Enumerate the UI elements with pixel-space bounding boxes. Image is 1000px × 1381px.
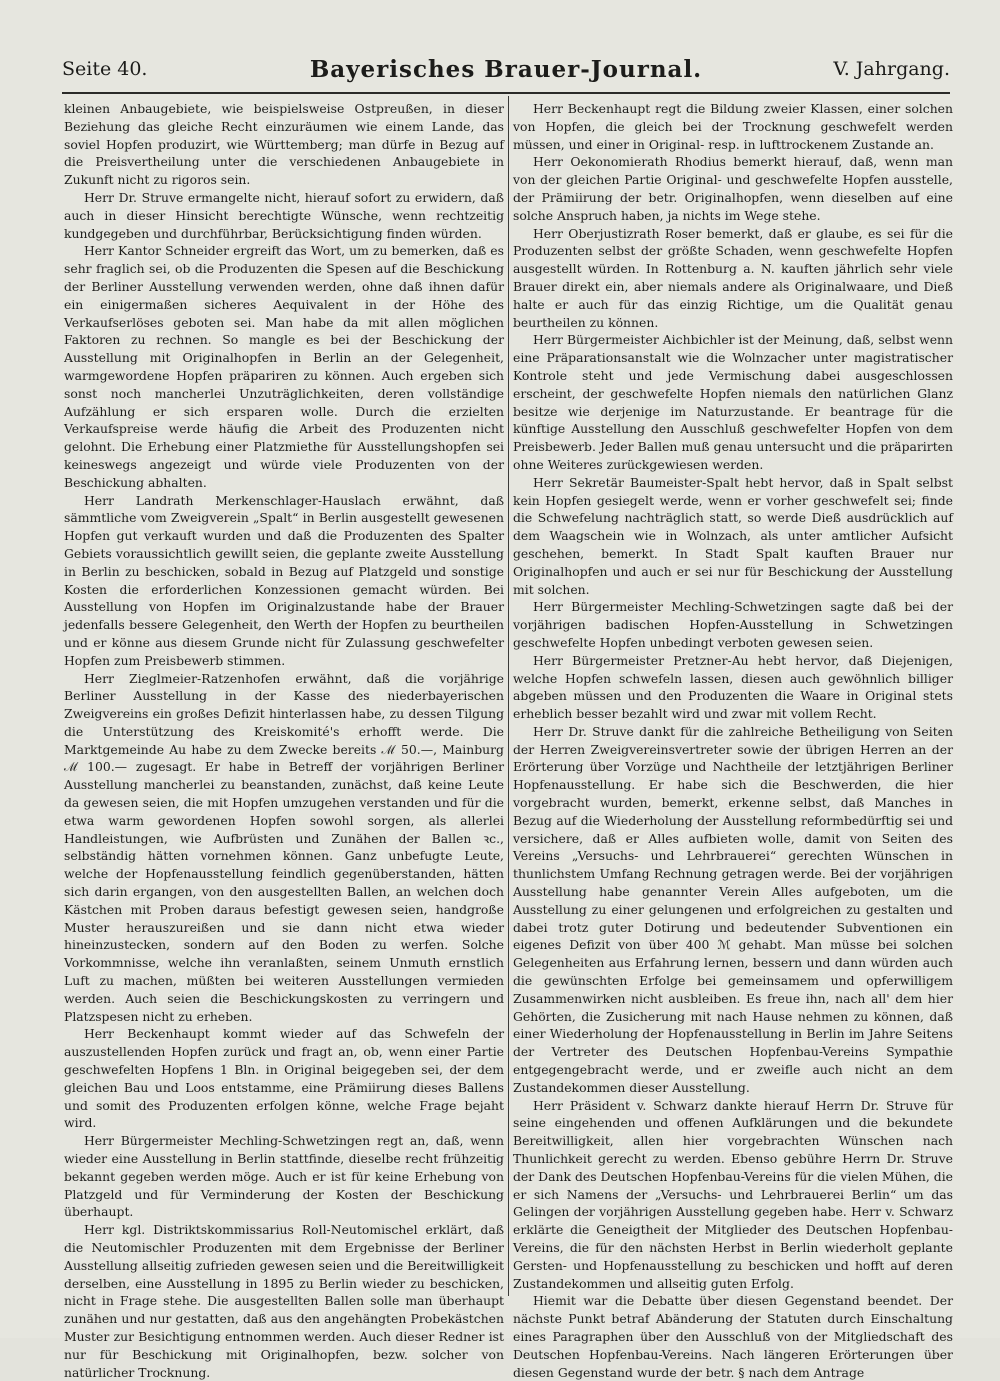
article-paragraph: Herr Dr. Struve dankt für die zahlreiche Betheiligung von Seiten der Herren Zweigvereinsvertreter sowie der übrigen Herren an der Erörterung über Vorzüge und Nachtheile der letztjährigen Berliner Hopfenausstellung. Er habe sich die Beschwerden, die hier vorgebracht wurden, bemerkt, erkenne selbst, daß Manches in Bezug auf die Wiederholung der Ausstellung reformbedürftig sei und versichere, daß er Alles aufbieten wolle, damit von Seiten des Vereins „Versuchs- und Lehrbrauerei“ gerechten Wünschen in thunlichstem Umfang Rechnung getragen werde. Bei der vorjährigen Ausstellung habe genannter Verein Alles aufgeboten, um die Ausstellung zu einer gelungenen und erfolgreichen zu gestalten und dabei trotz guter Dotirung und bedeutender Subventionen ein eigenes Defizit von über 400 ℳ gehabt. Man müsse bei solchen Gelegenheiten aus Erfahrung lernen, bessern und dann würden auch die gewünschten Erfolge bei gemeinsamem und opferwilligem Zusammenwirken nicht ausbleiben. Es freue ihn, nach all' dem hier Gehörten, die Zusicherung mit nach Hause nehmen zu können, daß einer Wiederholung der Hopfenausstellung in Berlin im Jahre Seitens der Vertreter des Deutschen Hopfenbau-Vereins Sympathie entgegengebracht werde, und er zweifle auch nicht an dem Zustandekommen dieser Ausstellung. bbox=[513, 723, 953, 1095]
article-paragraph: Herr Oberjustizrath Roser bemerkt, daß er glaube, es sei für die Produzenten selbst der größte Schaden, wenn geschwefelte Hopfen ausgestellt würden. In Rottenburg a. N. kauften jährlich sehr viele Brauer direkt ein, aber niemals andere als Originalwaare, und Dieß halte er auch für das einzig Richtige, um die Qualität genau beurtheilen zu können. bbox=[513, 225, 953, 330]
page-header bbox=[62, 56, 950, 86]
article-paragraph: Herr Bürgermeister Aichbichler ist der Meinung, daß, selbst wenn eine Präparationsanstalt wie die Wolnzacher unter magistratischer Kontrole steht und jede Vermischung dabei ausgeschlossen erscheint, der geschwefelte Hopfen niemals den natürlichen Glanz besitze wie derjenige im Naturzustande. Er beantrage für die künftige Ausstellung den Ausschluß geschwefelter Hopfen von dem Preisbewerb. Jeder Ballen muß genau untersucht und die präparirten ohne Weiteres zurückgewiesen werden. bbox=[513, 332, 953, 472]
header-rule bbox=[62, 92, 950, 94]
article-paragraph: Herr Bürgermeister Pretzner-Au hebt hervor, daß Diejenigen, welche Hopfen schwefeln lassen, diesen auch gewöhnlich billiger abgeben müssen und den Produzenten die Waare in Original stets erheblich besser bezahlt wird und zwar mit vollem Recht. bbox=[513, 652, 953, 722]
article-paragraph: Herr Beckenhaupt regt die Bildung zweier Klassen, einer solchen von Hopfen, die gleich bei der Trocknung geschwefelt werden müssen, und einer in Original- resp. in lufttrockenem Zustande an. bbox=[513, 101, 953, 152]
article-paragraph: Herr Kantor Schneider ergreift das Wort, um zu bemerken, daß es sehr fraglich sei, ob die Produzenten die Spesen auf die Beschickung der Berliner Ausstellung verwenden werden, ohne daß ihnen dafür ein einigermaßen sicheres Aequivalent in der Höhe des Verkaufserlöses geboten sei. Man habe da mit allen möglichen Faktoren zu rechnen. So mangle es bei der Beschickung der Ausstellung mit Originalhopfen in Berlin an der Gelegenheit, warmgewordene Hopfen präpariren zu können. Auch ergeben sich sonst noch mancherlei Unzuträglichkeiten, deren vollständige Aufzählung er sich ersparen wolle. Durch die erzielten Verkaufspreise werde häufig die Arbeit des Produzenten nicht gelohnt. Die Erhebung einer Platzmiethe für Ausstellungshopfen sei keineswegs angezeigt und würde viele Produzenten von der Beschickung abhalten. bbox=[64, 243, 504, 490]
right-column bbox=[513, 100, 953, 1380]
article-paragraph: Herr Beckenhaupt kommt wieder auf das Schwefeln der auszustellenden Hopfen zurück und fragt an, ob, wenn einer Partie geschwefelten Hopfens 1 Bln. in Original beigegeben sei, der dem gleichen Bau und Loos entstamme, eine Prämiirung dieses Ballens und somit des Produzenten erfolgen könne, welche Frage bejaht wird. bbox=[64, 1026, 504, 1131]
page-number: Seite 40. bbox=[62, 58, 148, 80]
column-divider bbox=[508, 96, 509, 1296]
article-paragraph: Herr kgl. Distriktskommissarius Roll-Neutomischel erklärt, daß die Neutomischler Produzenten mit dem Ergebnisse der Berliner Ausstellung allseitig zufrieden gewesen seien und die Bereitwilligkeit derselben, eine Ausstellung in 1895 zu Berlin wieder zu beschicken, nicht in Frage stehe. Die ausgestellten Ballen solle man überhaupt zunähen und nur gestatten, daß aus den angehängten Probekästchen Muster zur Besichtigung entnommen werden. Auch dieser Redner ist nur für Beschickung mit Originalhopfen, bezw. solcher von natürlicher Trocknung. bbox=[64, 1222, 504, 1380]
article-paragraph: kleinen Anbaugebiete, wie beispielsweise Ostpreußen, in dieser Beziehung das gleiche Recht einzuräumen wie einem Lande, das soviel Hopfen produzirt, wie Württemberg; man dürfe in Bezug auf die Preisvertheilung unter die verschiedenen Anbaugebiete in Zukunft nicht zu rigoros sein. bbox=[64, 101, 504, 188]
article-paragraph: Herr Bürgermeister Mechling-Schwetzingen regt an, daß, wenn wieder eine Ausstellung in Berlin stattfinde, dieselbe recht frühzeitig bekannt gegeben werden möge. Auch er ist für keine Erhebung von Platzgeld und für Verminderung der Kosten der Beschickung überhaupt. bbox=[64, 1133, 504, 1220]
volume-label: V. Jahrgang. bbox=[833, 58, 950, 80]
article-paragraph: Herr Sekretär Baumeister-Spalt hebt hervor, daß in Spalt selbst kein Hopfen gesiegelt werde, wenn er vorher geschwefelt sei; finde die Schwefelung nachträglich statt, so werde Dieß ausdrücklich auf dem Waagschein wie in Wolnzach, als unter amtlicher Aufsicht geschehen, bemerkt. In Stadt Spalt kauften Brauer nur Originalhopfen und auch er sei nur für Beschickung der Ausstellung mit solchen. bbox=[513, 474, 953, 597]
article-paragraph: Herr Präsident v. Schwarz dankte hierauf Herrn Dr. Struve für seine eingehenden und offenen Aufklärungen und die bekundete Bereitwilligkeit, allen hier vorgebrachten Wünschen nach Thunlichkeit gerecht zu werden. Ebenso gebühre Herrn Dr. Struve der Dank des Deutschen Hopfenbau-Vereins für die vielen Mühen, die er sich Namens der „Versuchs- und Lehrbrauerei Berlin“ um das Gelingen der vorjährigen Ausstellung gegeben habe. Herr v. Schwarz erklärte die Geneigtheit der Mitglieder des Deutschen Hopfenbau-Vereins, die für den nächsten Herbst in Berlin wiederholt geplante Gersten- und Hopfenausstellung zu beschicken und hofft auf deren Zustandekommen und allseitig guten Erfolg. bbox=[513, 1097, 953, 1291]
article-paragraph: Herr Zieglmeier-Ratzenhofen erwähnt, daß die vorjährige Berliner Ausstellung in der Kasse des niederbayerischen Zweigvereins ein großes Defizit hinterlassen habe, zu dessen Tilgung die Unterstützung des Kreiskomité's erhofft werde. Die Marktgemeinde Au habe zu dem Zwecke bereits ℳ 50.—, Mainburg ℳ 100.— zugesagt. Er habe in Betreff der vorjährigen Berliner Ausstellung mancherlei zu beanstanden, zunächst, daß keine Leute da gewesen seien, die mit Hopfen umzugehen verstanden und für die etwa warm gewordenen Hopfen sowohl sorgen, als allerlei Handleistungen, wie Aufbrüsten und Zunähen der Ballen ꝛc., selbständig hätten vornehmen können. Ganz unbefugte Leute, welche der Hopfenausstellung feindlich gegenüberstanden, hätten sich darin ergangen, von den ausgestellten Ballen, an welchen doch Kästchen mit Proben daraus befestigt gewesen seien, handgroße Muster herauszureißen und sie dann nicht etwa wieder hineinzustecken, sondern auf den Boden zu werfen. Solche Vorkommnisse, welche ihn veranlaßten, seinem Unmuth ernstlich Luft zu machen, müßten bei weiteren Ausstellungen vermieden werden. Auch seien die Beschickungskosten zu verringern und Platzspesen nicht zu erheben. bbox=[64, 670, 504, 1024]
article-paragraph: Herr Oekonomierath Rhodius bemerkt hierauf, daß, wenn man von der gleichen Partie Original- und geschwefelte Hopfen ausstelle, der Prämiirung der betr. Originalhopfen, wenn dieselben auf eine solche Anspruch haben, ja nichts im Wege stehe. bbox=[513, 154, 953, 223]
journal-title: Bayerisches Brauer-Journal. bbox=[309, 56, 703, 83]
article-paragraph: Herr Landrath Merkenschlager-Hauslach erwähnt, daß sämmtliche vom Zweigverein „Spalt“ in Berlin ausgestellt gewesenen Hopfen gut verkauft wurden und daß die Produzenten des Spalter Gebiets voraussichtlich gewillt seien, die geplante zweite Ausstellung in Berlin zu beschicken, sobald in Bezug auf Platzgeld und sonstige Kosten die erforderlichen Konzessionen gemacht würden. Bei Ausstellung von Hopfen im Originalzustande habe der Brauer jedenfalls bessere Gelegenheit, den Werth der Hopfen zu beurtheilen und er könne aus diesem Grunde nicht für Zulassung geschwefelter Hopfen zum Preisbewerb stimmen. bbox=[64, 492, 504, 668]
article-paragraph: Herr Bürgermeister Mechling-Schwetzingen sagte daß bei der vorjährigen badischen Hopfen-Ausstellung in Schwetzingen geschwefelte Hopfen unbedingt verboten gewesen seien. bbox=[513, 599, 953, 650]
left-column bbox=[64, 100, 504, 1380]
article-paragraph: Herr Dr. Struve ermangelte nicht, hierauf sofort zu erwidern, daß auch in dieser Hinsicht berechtigte Wünsche, wenn rechtzeitig kundgegeben und durchführbar, Berücksichtigung finden würden. bbox=[64, 189, 504, 241]
article-paragraph: Hiemit war die Debatte über diesen Gegenstand beendet. Der nächste Punkt betraf Abänderung der Statuten durch Einschaltung eines Paragraphen über den Ausschluß von der Mitgliedschaft des Deutschen Hopfenbau-Vereins. Nach längeren Erörterungen über diesen Gegenstand wurde der betr. § nach dem Antrage bbox=[513, 1293, 953, 1380]
